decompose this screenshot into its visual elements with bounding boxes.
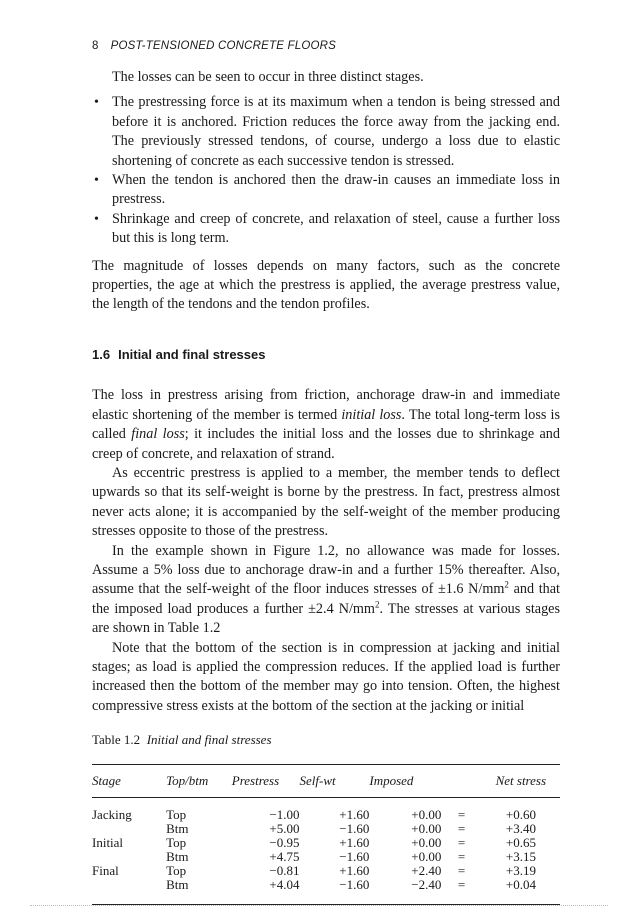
table-row: Initial Top −0.95 +1.60 +0.00 = +0.65 — [92, 834, 536, 850]
magnitude-paragraph: The magnitude of losses depends on many factors, such as the concrete properties, the age at which the prestress is applied, the average prestress value, the length of the tendons and the tendon profiles. — [92, 257, 560, 313]
stress-table — [92, 764, 560, 905]
table-row: Btm +4.04 −1.60 −2.40 = +0.04 — [166, 876, 536, 892]
header-stage: Stage — [92, 764, 166, 797]
loss-definition-paragraph: The loss in prestress arising from friction, anchorage draw-in and immediate elastic shortening of the member is termed initial loss. The total long-term loss is called final loss; it includes the initial loss and the losses due to shrinkage and creep of concrete, and relaxation of strand. — [92, 387, 560, 462]
eccentric-prestress-paragraph: As eccentric prestress is applied to a member, the member tends to deflect upwards so that its self-weight is borne by the prestress. In fact, prestress almost never acts alone; it is accompanied by the self-weight of the member producing stresses opposite to those of the prestress. — [92, 464, 560, 540]
section-heading — [92, 345, 560, 364]
term-final-loss: final loss — [131, 426, 185, 443]
example-paragraph: In the example shown in Figure 1.2, no allowance was made for losses. Assume a 5% loss due to anchorage draw-in and a further 15% thereafter. Also, assume that the self-weight of the floor induces stresses of ±1.6 $N/mm^2$ and that the imposed load produces a further ±2.4 $N/mm^2$. The stresses at various stages are shown in Table 1.2 — [92, 542, 561, 637]
loss-stages-list — [92, 93, 560, 248]
page-number: 8 — [92, 40, 99, 52]
table-title: Initial and final stresses — [146, 732, 272, 748]
running-header — [92, 40, 336, 52]
table-row: Btm +4.75 −1.60 +0.00 = +3.15 — [166, 848, 536, 864]
intro-paragraph: The losses can be seen to occur in three distinct stages. — [112, 69, 424, 85]
table-caption — [92, 730, 560, 749]
section-number: 1.6 — [92, 346, 111, 362]
list-item: • When the tendon is anchored then the draw-in causes an immediate loss in prestress. — [94, 172, 560, 208]
header-imposed: Imposed — [369, 764, 441, 797]
bullet-icon: • — [94, 95, 99, 111]
header-net-stress: Net stress — [482, 764, 560, 797]
header-prestress: Prestress — [232, 764, 300, 797]
list-item: • The prestressing force is at its maximum when a tendon is being stressed and before it is anchored. Friction reduces the force away from the jacking end. The previously stressed tendons, of course, undergo a loss due to elastic shortening of concrete as each successive tendon is stressed. — [94, 94, 560, 169]
table-row: Jacking Top −1.00 +1.60 +0.00 = +0.60 — [92, 806, 536, 822]
page-body — [92, 68, 560, 905]
table-header-row — [92, 764, 560, 797]
table-row: Btm +5.00 −1.60 +0.00 = +3.40 — [166, 820, 536, 836]
table-row: Final Top −0.81 +1.60 +2.40 = +3.19 — [92, 862, 536, 878]
compression-note-paragraph: Note that the bottom of the section is in compression at jacking and initial stages; as load is applied the compression reduces. If the applied load is further increased then the bottom of the member may go into tension. Often, the highest compressive stress exists at the bottom of the section at the jacking or initial — [92, 639, 560, 714]
bullet-icon: • — [94, 173, 99, 189]
header-self-wt: Self-wt — [300, 764, 370, 797]
table-label: Table 1.2 — [92, 732, 141, 748]
term-initial-loss: initial loss — [341, 406, 402, 423]
bullet-icon: • — [94, 211, 99, 227]
header-blank — [441, 764, 481, 797]
section-title: Initial and final stresses — [118, 346, 266, 362]
running-title: POST-TENSIONED CONCRETE FLOORS — [110, 40, 336, 52]
header-top-btm: Top/btm — [166, 764, 232, 797]
page-bottom-rule — [30, 905, 608, 906]
list-item: • Shrinkage and creep of concrete, and relaxation of steel, cause a further loss but this is long term. — [94, 210, 560, 247]
